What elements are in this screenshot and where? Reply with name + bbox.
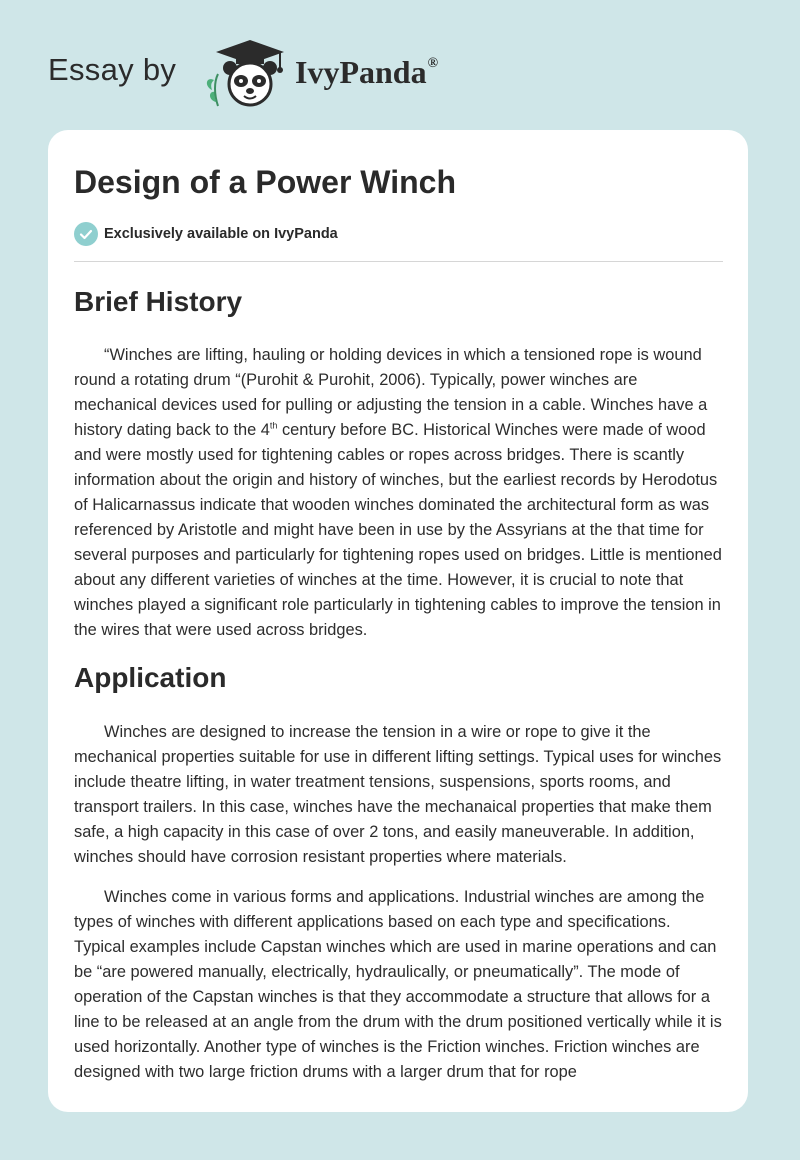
- page-title: Design of a Power Winch: [74, 164, 456, 200]
- registered-mark: ®: [427, 56, 439, 71]
- badge-label: Exclusively available on IvyPanda: [104, 226, 338, 242]
- brand-prefix: Essay by: [48, 52, 177, 87]
- application-paragraph-2: Winches come in various forms and applications. Industrial winches are among the types of winches with different applications based on each type and specifications. Typical examples include Capstan winches which are used in marine operations and can be “are powered manually, electrically, hydraulically, or pneumatically”. The mode of operation of the Capstan winches is that they accommodate a structure that allows for a line to be released at an angle from the drum with the drum positioned vertically while it is used horizontally. Another type of winches is the Friction winches. Friction winches are designed with two large friction drums with a larger drum that for rope: [74, 888, 722, 1081]
- essay-card: [48, 130, 748, 1112]
- brand-header: [48, 36, 508, 108]
- brand-name[interactable]: IvyPanda®: [295, 54, 439, 90]
- superscript-th: th: [269, 420, 278, 431]
- section-heading-brief-history: Brief History: [74, 286, 243, 317]
- panda-graduate-icon[interactable]: [200, 36, 292, 108]
- section-heading-application: Application: [74, 662, 227, 693]
- history-paragraph: “Winches are lifting, hauling or holding devices in which a tensioned rope is wound round a rotating drum “(Purohit & Purohit, 2006). Typically, power winches are mechanical devices used for pulling or adjusting the tension in a cable. Winches have a history dating back to the 4th century before BC. Historical Winches were made of wood and were mostly used for tightening cables or ropes across bridges. There is scantly information about the origin and history of winches, but the earliest records by Herodotus of Halicarnassus indicate that wooden winches dominated the architectural form as was referenced by Aristotle and might have been in use by the Assyrians at the that time for several purposes and particularly for tightening ropes used on bridges. Little is mentioned about any different varieties of winches at the time. However, it is crucial to note that winches played a significant role particularly in tightening cables to improve the tension in the wires that were used across bridges.: [74, 346, 722, 639]
- divider: [74, 261, 723, 262]
- application-paragraph-1: Winches are designed to increase the tension in a wire or rope to give it the mechanical properties suitable for use in different lifting settings. Typical uses for winches include theatre lifting, in water treatment tensions, suspensions, sports rooms, and transport trailers. In this case, winches have the mechanaical properties that make them safe, a high capacity in this case of over 2 tons, and easily maneuverable. In addition, winches should have corrosion resistant properties where materials.: [74, 723, 722, 866]
- check-circle-icon: [74, 222, 98, 246]
